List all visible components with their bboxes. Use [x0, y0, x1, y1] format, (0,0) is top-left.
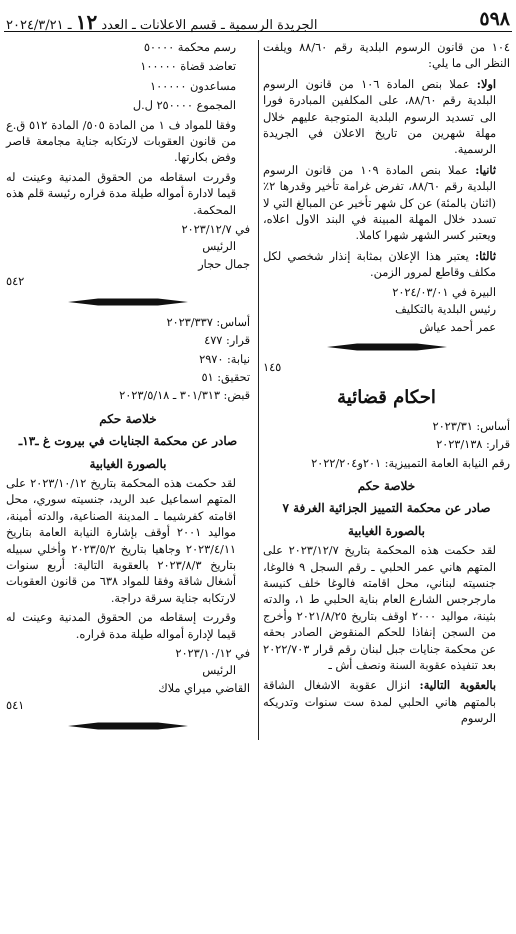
- court-heading-2: صادر عن محكمة الجنايات في بيروت غ ـ١٣ـ: [18, 434, 238, 449]
- judgment-text: لقد حكمت هذه المحكمة بتاريخ ٢٠٢٣/١٢/٧ على المتهم هاني عمر الحلبي ـ رقم السجل ٩ فالوغا، جنسيته لبناني، محل اقامته فالوغا خلف كنيسة مارجرجس الشارع العام بناية الحلبي ط ١، والدته بثينة، مواليد ٢٠٠٠ اوقف بتاريخ ٢٠٢١/٨/٢٥ وأخرج من السجن إنفاذا للحكم المنقوض الصادر بحقه عن محكمة جنايات جبل لبنان رقم قرار ٢٠٢٢/٧٠٣ بعد تنفيذه عقوبة السنة ونصف أش ـ: [263, 544, 497, 672]
- meta2-qabd: قبض: ٣٠١/٣١٣ ـ ٢٠٢٣/٥/١٨: [119, 389, 250, 403]
- second-label: ثانيا:: [475, 162, 496, 177]
- penalty-text: انزال عقوبة الاشغال الشاقة بالمتهم هاني الحلبي لمدة ست سنوات وتدريكه الرسوم: [263, 679, 496, 726]
- fee-assistants: مساعدون ١٠٠٠٠٠: [150, 79, 236, 93]
- sign2-name: القاضي ميراي ملاك: [158, 681, 250, 695]
- page-header: [4, 6, 512, 32]
- meta2-niyaba: نيابة: ٢٩٧٠: [199, 352, 250, 366]
- section-divider: [68, 297, 188, 307]
- reference-number: ١٤٥: [263, 360, 282, 374]
- meta-asas: أساس: ٢٠٢٣/٣١: [432, 419, 510, 433]
- sign2-date: في ٢٠٢٣/١٠/١٢: [175, 647, 250, 660]
- sign1-date: في ٢٠٢٣/١٢/٧: [181, 223, 250, 237]
- first-label: اولا:: [476, 76, 497, 91]
- sign-role: رئيس البلدية بالتكليف: [395, 303, 496, 317]
- left-column: [6, 40, 250, 739]
- legal-basis: وفقا للمواد ف ١ من المادة ٥٠٥/ المادة ٥١٢ ق.ع من قانون العقوبات لارتكابه جناية مجامعة قاصر وفض بكارتها.: [6, 118, 236, 165]
- court-subheading-2: بالصورة الغيابية: [89, 456, 167, 471]
- gazette-title: [6, 10, 317, 34]
- page-number: ٥٩٨: [479, 8, 510, 30]
- third-label: ثالثا:: [474, 248, 496, 263]
- penalty-label: بالعقوبة التالية:: [419, 678, 496, 693]
- third-text: يعتبر هذا الإعلان بمثابة إنذار شخصي لكل مكلف وقاطع لمرور الزمن.: [263, 249, 496, 280]
- meta-qarar: قرار: ٢٠٢٣/١٣٨: [436, 438, 510, 452]
- penalty: [263, 677, 510, 727]
- fee-total: المجموع ٢٥٠٠٠٠ ل.ل: [132, 99, 236, 113]
- first-text: عملا بنص المادة ١٠٦ من قانون الرسوم البلدية رقم ٨٨/٦٠، على المكلفين المبادرة فورا الى تسديد الرسوم البلدية المتوجبة عليهم خلال مهلة شهرين من تاريخ الاعلان في الجريدة الرسمية.: [263, 77, 496, 157]
- right-column: [263, 40, 510, 731]
- notice-intro: ١٠٤ من قانون الرسوم البلدية رقم ٨٨/٦٠ ويلفت النظر الى ما يلي:: [263, 41, 510, 71]
- judgment-text-2: لقد حكمت هذه المحكمة بتاريخ ٢٠٢٣/١٠/١٢ على المتهم اسماعيل عبد الريد، جنسيته سوري، محل اقامته كفرشيما ـ المدينة الصناعية، والدته أمينة، مواليد ٢٠٠١ أوقف بإشارة النيابة العامة بتاريخ ٢٠٢٣/٤/١١ وجاهيا بتاريخ ٢٠٢٣/٥/٢ وأخلي سبيله بتاريخ ٢٠٢٣/٨/٣ بالعقوبة التالية: أربع سنوات أشغال شاقة وفقا للمواد ٦٣٨ من قانون العقوبات لارتكابه جناية سرقة دراجة.: [6, 476, 236, 605]
- fees-block: [6, 40, 250, 115]
- title-prefix: الجريدة الرسمية ـ قسم الاعلانات ـ العدد: [101, 18, 318, 33]
- fee-court: رسم محكمة ٥٠٠٠٠: [143, 41, 236, 54]
- issue-number: ١٢: [75, 10, 98, 34]
- civil-rights-text-2: وقررت إسقاطه من الحقوق المدنية وعينت له قيما لإدارة أمواله طيلة مدة فراره.: [6, 611, 236, 641]
- judge-signature-1: [6, 222, 250, 273]
- court-heading: صادر عن محكمة التمييز الجزائية الغرفة ٧: [282, 501, 491, 516]
- meta-niyaba: رقم النيابة العامة التمييزية: ٢٠١و٢٠٢٢/٢٠٤: [311, 456, 510, 470]
- reference-number-2: ٥٤١: [6, 699, 25, 713]
- sign1-role: الرئيس: [202, 240, 236, 254]
- judge-signature-2: [6, 646, 250, 697]
- case-meta-2: [6, 315, 250, 405]
- section-divider: [327, 342, 447, 352]
- civil-rights-text: وقررت اسقاطه من الحقوق المدنية وعينت له قيما لادارة أمواله طيلة مدة فراره رئيسة قلم هذه المحكمة.: [5, 170, 236, 217]
- column-divider: [258, 40, 259, 740]
- summary-heading-2: خلاصة حكم: [99, 411, 157, 426]
- mayor-signature: [263, 285, 510, 336]
- sign2-role: الرئيس: [202, 664, 236, 678]
- section-divider: [68, 721, 188, 731]
- sign-date: البيرة في ٢٠٢٤/٠٣/٠١: [392, 285, 496, 299]
- notice-first: [263, 76, 510, 159]
- sign-name: عمر أحمد عياش: [419, 320, 496, 334]
- second-text: عملا بنص المادة ١٠٩ من قانون الرسوم البلدية رقم ٨٨/٦٠، تفرض غرامة تأخير وقدرها ٢٪ (اثنان بالمئة) عن كل شهر تأخير عن المبالغ التي لا تسدد خلال المهلة المبينة في البند الاول اعلاه، ويعتبر كسر الشهر شهرا كاملا.: [263, 163, 496, 243]
- sign1-name: جمال حجار: [198, 257, 250, 271]
- notice-second: [263, 162, 510, 245]
- case-meta: [263, 419, 510, 472]
- section-heading: احكام قضائية: [337, 387, 436, 409]
- summary-heading: خلاصة حكم: [357, 478, 416, 493]
- title-date: ـ ٢٠٢٤/٣/٢١: [6, 18, 72, 33]
- meta2-asas: أساس: ٢٠٢٣/٣٣٧: [166, 315, 250, 329]
- court-subheading: بالصورة الغيابية: [348, 523, 425, 538]
- meta2-tahqiq: تحقيق: ٥١: [201, 370, 250, 384]
- fee-judges: تعاضد قضاة ١٠٠٠٠٠: [140, 60, 236, 74]
- meta2-qarar: قرار: ٤٧٧: [204, 334, 250, 348]
- notice-third: [263, 248, 510, 282]
- reference-number-1: ٥٤٢: [6, 275, 25, 289]
